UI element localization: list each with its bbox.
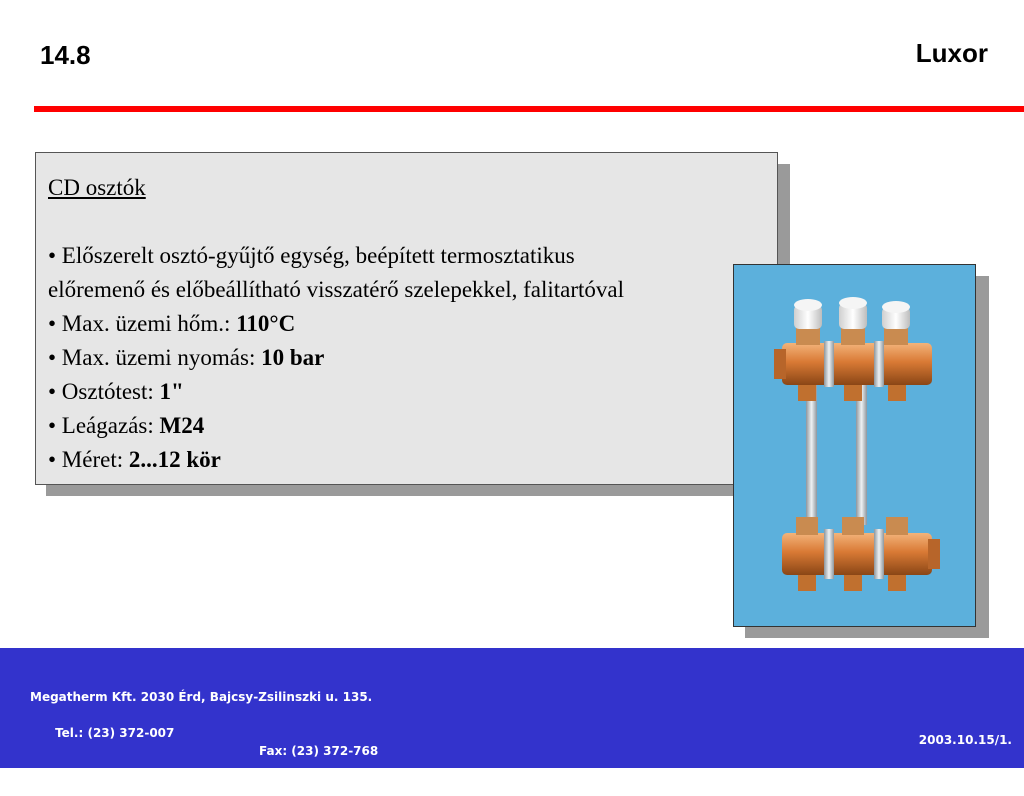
content-box: [35, 152, 778, 485]
footer: [0, 648, 1024, 794]
spec-max-temp: [48, 307, 777, 341]
header-divider: [34, 106, 1024, 112]
footer-web: Web: www.megatherm.hu: [30, 780, 206, 794]
footer-company: Megatherm Kft. 2030 Érd, Bajcsy-Zsilinszki u. 135.: [30, 690, 373, 704]
footer-fax: Fax: (23) 372-768: [259, 744, 379, 758]
slide-title: Luxor: [915, 38, 988, 68]
intro-line-2: előremenő és előbeállítható visszatérő szelepekkel, falitartóval: [48, 277, 625, 302]
content-heading: CD osztók: [48, 175, 146, 200]
manifold-photo: [733, 264, 976, 627]
spec-branch: [48, 409, 777, 443]
spec-value: M24: [159, 413, 205, 438]
spec-label: • Méret:: [48, 447, 129, 472]
spec-label: • Leágazás:: [48, 413, 160, 438]
slide-number: 14.8: [40, 40, 91, 70]
spec-max-pressure: [48, 341, 777, 375]
footer-contact: [30, 688, 379, 796]
spec-value: 110°C: [236, 311, 296, 336]
spec-value: 1": [159, 379, 184, 404]
intro-line-1: • Előszerelt osztó-gyűjtő egység, beépített termosztatikus: [48, 243, 575, 268]
spec-value: 2...12 kör: [128, 447, 221, 472]
spec-size: [48, 443, 777, 477]
footer-date: 2003.10.15/1.: [918, 733, 1012, 747]
footer-tel: Tel.: (23) 372-007: [55, 726, 175, 740]
spec-label: • Max. üzemi hőm.:: [48, 311, 237, 336]
manifold-illustration: [734, 265, 977, 628]
spec-value: 10 bar: [261, 345, 325, 370]
spec-body-size: [48, 375, 777, 409]
spec-label: • Max. üzemi nyomás:: [48, 345, 262, 370]
spec-label: • Osztótest:: [48, 379, 160, 404]
footer-phone-fax: [30, 706, 379, 778]
